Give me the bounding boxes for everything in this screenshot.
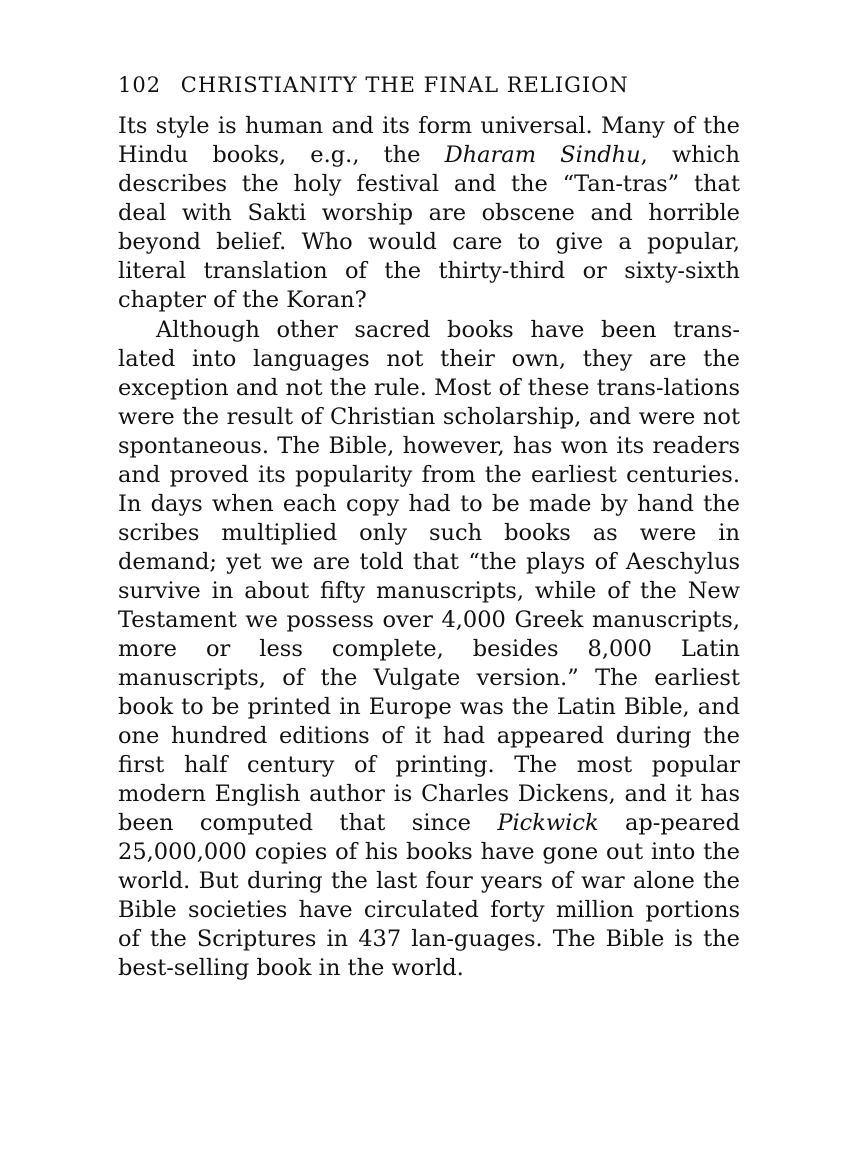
running-header <box>118 70 740 100</box>
paragraph-2 <box>118 316 740 983</box>
paragraph-2-text-2: ap-peared 25,000,000 copies of his books have gone out into the world. But during the last four years of war alone the Bible societies have circulated forty million portions of the Scriptures in 437 lan-guages. The Bible is the best-selling book in the world. <box>118 810 740 981</box>
book-title-pickwick: Pickwick <box>497 810 599 836</box>
paragraph-1 <box>118 112 740 315</box>
paragraph-1-text-1: Its style is human and its form universal. Many of the Hindu books, e.g., the <box>118 113 740 168</box>
book-title-dharam-sindhu: Dharam Sindhu <box>444 142 641 168</box>
book-page <box>118 70 740 983</box>
paragraph-1-text-2: , which describes the holy festival and the “Tan-tras” that deal with Sakti worship are obscene and horrible beyond belief. Who would care to give a popular, literal translation of the thirty-third or sixty-sixth chapter of the Koran? <box>118 142 740 313</box>
running-title: CHRISTIANITY THE FINAL RELIGION <box>180 73 629 97</box>
paragraph-2-text-1: Although other sacred books have been trans-lated into languages not their own, they are the exception and not the rule. Most of these trans-lations were the result of Christian scholarship, and were not spontaneous. The Bible, however, has won its readers and proved its popularity from the earliest centuries. In days when each copy had to be made by hand the scribes multiplied only such books as were in demand; yet we are told that “the plays of Aeschylus survive in about fifty manuscripts, while of the New Testament we possess over 4,000 Greek manuscripts, more or less complete, besides 8,000 Latin manuscripts, of the Vulgate version.” The earliest book to be printed in Europe was the Latin Bible, and one hundred editions of it had appeared during the first half century of printing. The most popular modern English author is Charles Dickens, and it has been computed that since <box>118 317 740 836</box>
page-number: 102 <box>118 73 162 97</box>
